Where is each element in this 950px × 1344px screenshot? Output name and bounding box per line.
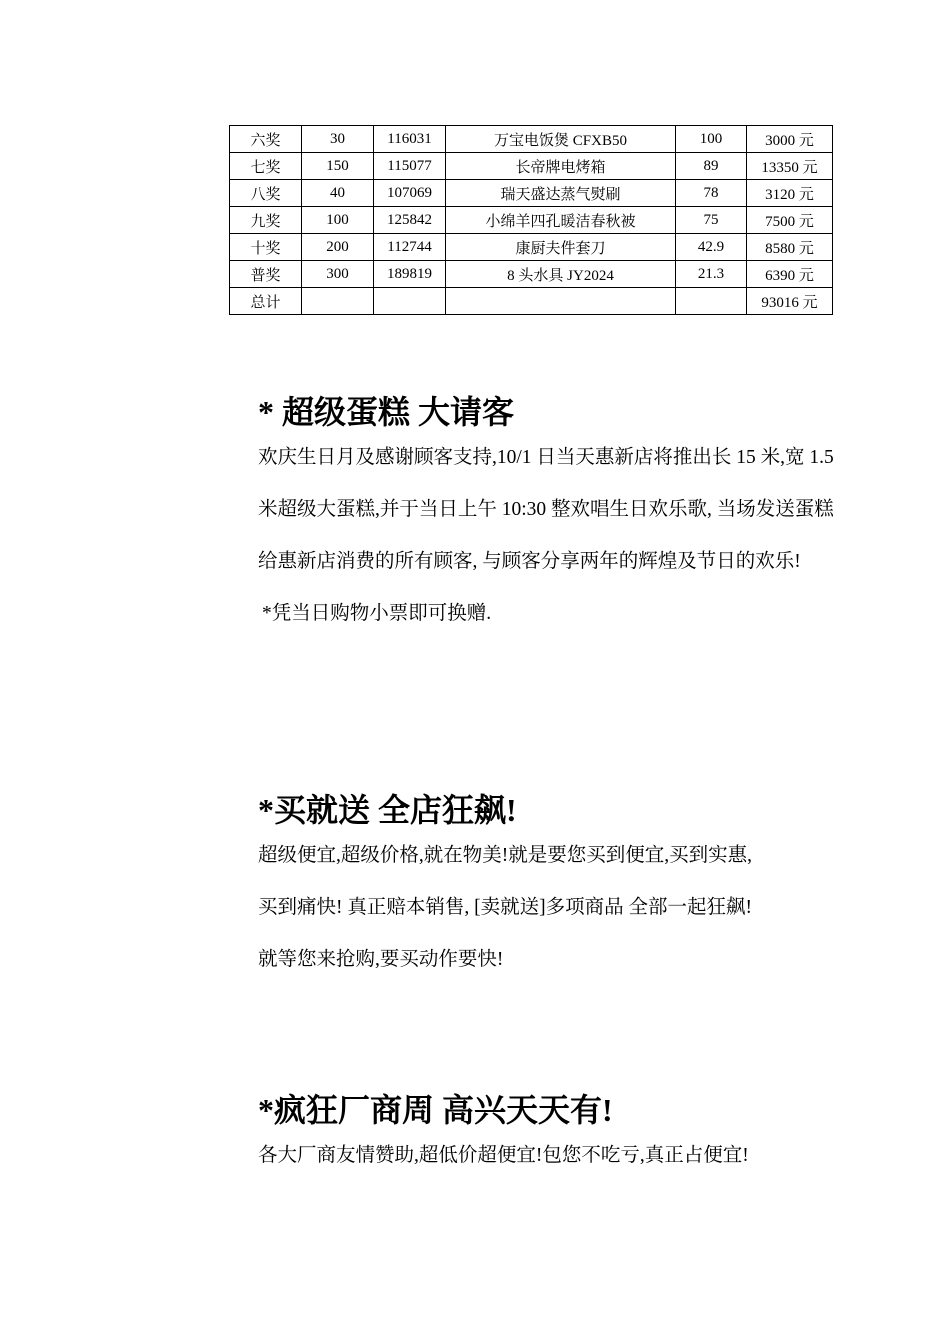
prize-level: 八奖	[230, 180, 302, 207]
prize-price: 21.3	[676, 261, 747, 288]
prize-code: 115077	[374, 153, 446, 180]
prize-level: 普奖	[230, 261, 302, 288]
prize-price	[676, 288, 747, 315]
buy-gift-line-1: 超级便宜,超级价格,就在物美!就是要您买到便宜,买到实惠,	[258, 845, 752, 866]
table-row	[230, 207, 833, 234]
vendor-week-heading: *疯狂厂商周 高兴天天有!	[258, 1092, 613, 1128]
table-row	[230, 261, 833, 288]
prize-total: 7500 元	[747, 207, 833, 234]
buy-gift-heading: *买就送 全店狂飙!	[258, 792, 517, 828]
prize-quantity: 150	[302, 153, 374, 180]
prize-level: 总计	[230, 288, 302, 315]
prize-quantity: 40	[302, 180, 374, 207]
cake-note: *凭当日购物小票即可换赠.	[262, 603, 492, 624]
prize-table	[229, 125, 833, 315]
vendor-week-description: 各大厂商友情赞助,超低价超便宜!包您不吃亏,真正占便宜!	[258, 1145, 749, 1166]
prize-item: 万宝电饭煲 CFXB50	[446, 126, 676, 153]
prize-item: 小绵羊四孔暖洁春秋被	[446, 207, 676, 234]
prize-quantity: 30	[302, 126, 374, 153]
prize-quantity: 200	[302, 234, 374, 261]
prize-total: 6390 元	[747, 261, 833, 288]
table-row	[230, 153, 833, 180]
table-row	[230, 180, 833, 207]
buy-gift-section	[258, 790, 838, 986]
prize-table-body	[230, 126, 833, 315]
prize-code: 125842	[374, 207, 446, 234]
prize-code: 112744	[374, 234, 446, 261]
prize-level: 十奖	[230, 234, 302, 261]
prize-item	[446, 288, 676, 315]
prize-code: 189819	[374, 261, 446, 288]
prize-code	[374, 288, 446, 315]
prize-quantity: 300	[302, 261, 374, 288]
prize-level: 九奖	[230, 207, 302, 234]
prize-total: 8580 元	[747, 234, 833, 261]
table-row	[230, 126, 833, 153]
prize-price: 75	[676, 207, 747, 234]
prize-code: 116031	[374, 126, 446, 153]
prize-item: 康厨夫件套刀	[446, 234, 676, 261]
vendor-week-section	[258, 1090, 838, 1182]
table-total-row	[230, 288, 833, 315]
prize-quantity: 100	[302, 207, 374, 234]
prize-total: 3120 元	[747, 180, 833, 207]
prize-price: 100	[676, 126, 747, 153]
prize-item: 长帝牌电烤箱	[446, 153, 676, 180]
prize-code: 107069	[374, 180, 446, 207]
cake-section	[258, 392, 838, 640]
cake-heading: * 超级蛋糕 大请客	[258, 394, 515, 430]
table-row	[230, 234, 833, 261]
prize-total: 93016 元	[747, 288, 833, 315]
prize-item: 8 头水具 JY2024	[446, 261, 676, 288]
prize-total: 3000 元	[747, 126, 833, 153]
prize-price: 42.9	[676, 234, 747, 261]
prize-total: 13350 元	[747, 153, 833, 180]
prize-quantity	[302, 288, 374, 315]
buy-gift-line-2: 买到痛快! 真正赔本销售, [卖就送]多项商品 全部一起狂飙!	[258, 897, 752, 918]
prize-level: 六奖	[230, 126, 302, 153]
buy-gift-line-3: 就等您来抢购,要买动作要快!	[258, 949, 504, 970]
prize-price: 78	[676, 180, 747, 207]
prize-price: 89	[676, 153, 747, 180]
cake-description: 欢庆生日月及感谢顾客支持,10/1 日当天惠新店将推出长 15 米,宽 1.5 米超级大蛋糕,并于当日上午 10:30 整欢唱生日欢乐歌, 当场发送蛋糕给惠新店消费的所有顾客, 与顾客分享两年的辉煌及节日的欢乐!	[258, 447, 834, 572]
prize-level: 七奖	[230, 153, 302, 180]
prize-item: 瑞天盛达蒸气熨刷	[446, 180, 676, 207]
